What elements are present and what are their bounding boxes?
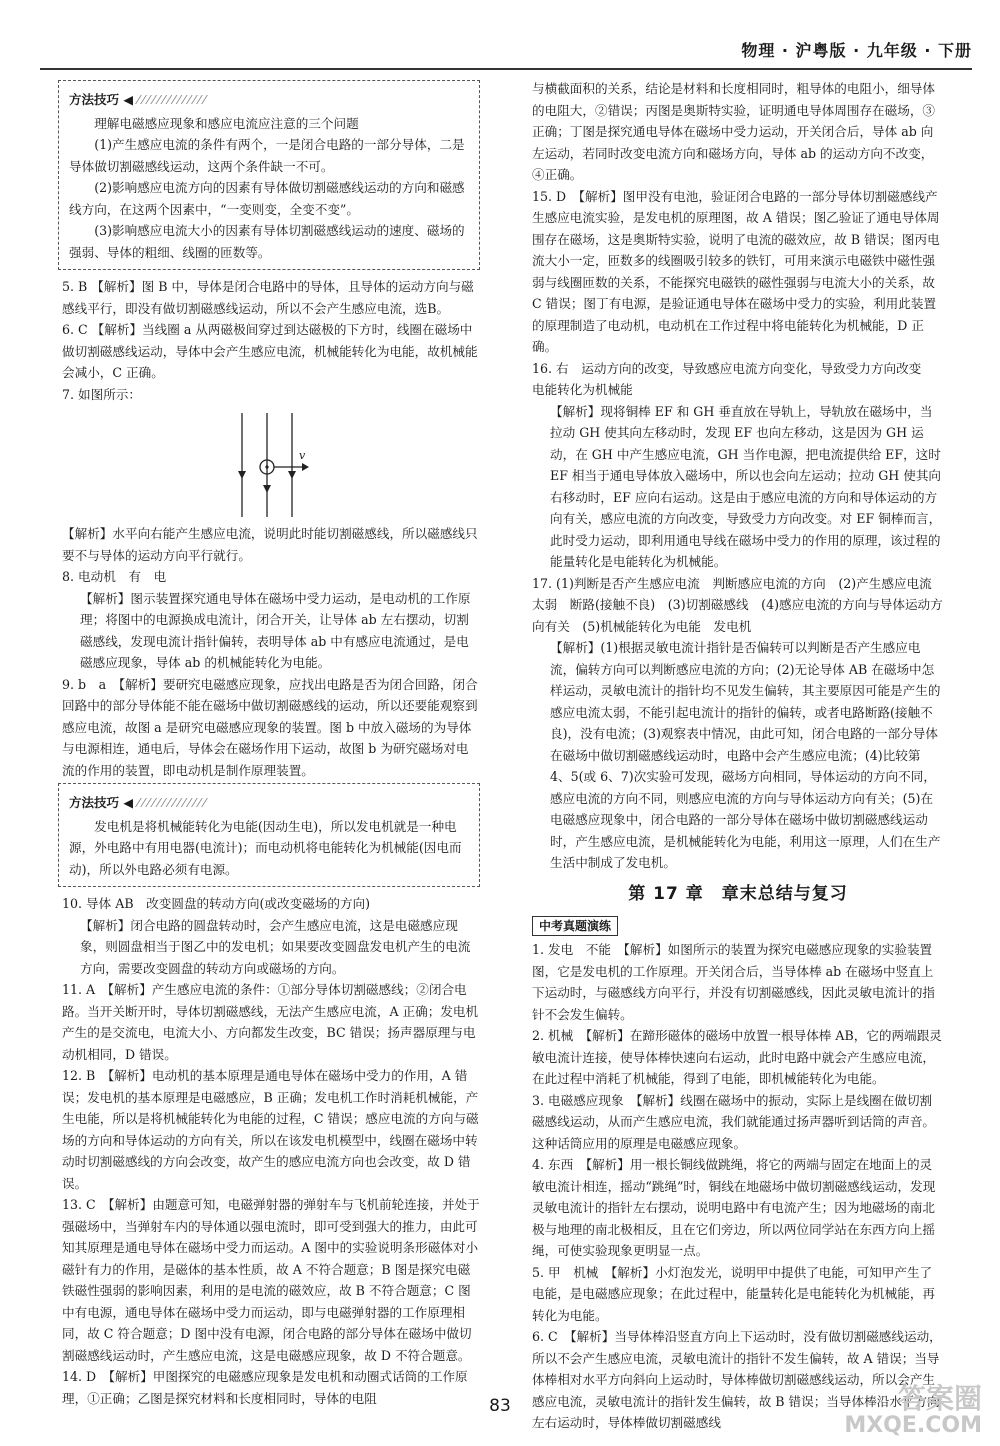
answer-item: 16. 右 运动方向的改变，导致感应电流方向变化，导致受力方向改变 电能转化为机械能: [532, 360, 934, 397]
answer-item: 1. 发电 不能 【解析】如图所示的装置为探究电磁感应现象的实验装置图，它是发电机的工作原理。开关闭合后，当导体棒 ab 在磁场中竖直上下运动时，与磁感线方向平行，并没有切割磁感线，因此灵敏电流计的指针不会发生偏转。: [532, 942, 935, 1022]
right-column: [532, 78, 944, 1434]
page-number: 83: [489, 1396, 511, 1416]
left-column: [62, 78, 480, 1409]
answer-item: 9. b a 【解析】要研究电磁感应现象，应找出电路是否为闭合回路，闭合回路中的部分导体能不能在磁场中做切割磁感线的运动，所以还要能观察到感应电流，故图 a 是研究电磁感应现象的装置。图 b 中放入磁场的为导体与电源相连，通电后，导体会在磁场作用下运动，故图 b 为研究磁场对电流的作用的装置，即电动机是制作原理装置。: [62, 676, 478, 778]
answer-item: 6. C 【解析】当导体棒沿竖直方向上下运动时，没有做切割磁感线运动，所以不会产生感应电流，灵敏电流计的指针不发生偏转，故 A 错误；当导体棒相对水平方向斜向上运动时，导体棒做切割磁感线运动，所以会产生感应电流，灵敏电流计的指针发生偏转，故 B 错误；当导体棒沿水平方向左右运动时，导体棒做切割磁感线: [532, 1329, 942, 1430]
tip-decoration: ⁄⁄⁄⁄⁄⁄⁄⁄⁄⁄⁄⁄⁄⁄: [137, 92, 209, 107]
answer-item: 4. 东西 【解析】用一根长铜线做跳绳，将它的两端与固定在地面上的灵敏电流计相连，摇动“跳绳”时，铜线在地磁场中做切割磁感线运动，发现灵敏电流计的指针左右摆动，说明电路中有电流产生；因为地磁场的南北极与地理的南北极相反，且在它们旁边，所以两位同学站在东西方向上摇绳，可使实验现象更明显一点。: [532, 1157, 936, 1258]
answer-item: 13. C 【解析】由题意可知，电磁弹射器的弹射车与飞机前轮连接，并处于强磁场中，当弹射车内的导体通以强电流时，即可受到强大的推力，由此可知其原理是通电导体在磁场中受力而运动。A 图中的实验说明条形磁体对小磁针有力的作用，是磁体的基本性质，故 A 不符合题意；B 图是探究电磁铁磁性强弱的影响因素，利用的是电流的磁效应，故 B 不符合题意；C 图中有电源，通电导体在磁场中受力而运动，即与电磁弹射器的工作原理相同，故 C 符合题意；D 图中没有电源，闭合电路的部分导体在磁场中做切割磁感线运动时，产生感应电流，这是电磁感应现象，故 D 不符合题意。: [62, 1197, 480, 1363]
speaker-icon: ◀: [123, 92, 133, 107]
answer-item: 【解析】现将铜棒 EF 和 GH 垂直放在导轨上，导轨放在磁场中，当拉动 GH 使其向左移动时，发现 EF 也向左移动，这是因为 GH 运动，在 GH 中产生感应电流，GH 当作电源，把电流提供给 EF，这时 EF 相当于通电导体放入磁场中，所以也会向左运动；拉动 GH 使其向右移动时，EF 应向右运动。这是由于感应电流的方向和导体运动的方向有关，感应电流的方向改变，导致受力方向改变。对 EF 铜棒而言，此时受力运动，即利用通电导线在磁场中受力的作用的原理，该过程的能量转化是电能转化为机械能。: [550, 403, 942, 569]
magnetic-field-diagram: [62, 405, 480, 523]
answer-item: 【解析】图示装置探究通电导体在磁场中受力运动，是电动机的工作原理；将图中的电源换成电流计，闭合开关，让导体 ab 左右摆动，切割磁感线，发现电流计指针偏转，表明导体 ab 中有感应电流通过，是电磁感应现象，导体 ab 的机械能转化为电能。: [80, 590, 471, 670]
answer-item: 11. A 【解析】产生感应电流的条件：①部分导体切割磁感线；②闭合电路。当开关断开时，导体切割磁感线，无法产生感应电流，A 正确；发电机产生的是交流电，电流大小、方向都发生改变，BC 错误；扬声器原理与电动机相同，D 错误。: [62, 982, 479, 1062]
answer-item: 6. C 【解析】当线圈 a 从两磁极间穿过到达磁极的下方时，线圈在磁场中做切割磁感线运动，导体中会产生感应电流，机械能转化为电能，故机械能会减小，C 正确。: [62, 322, 478, 380]
answer-item: 3. 电磁感应现象 【解析】线圈在磁场中的振动，实际上是线圈在做切割磁感线运动，从而产生感应电流，我们就能通过扬声器听到话筒的声音。这种话筒应用的原理是电磁感应现象。: [532, 1092, 935, 1151]
tip-title: 方法技巧: [69, 795, 120, 810]
conductor-figure: [62, 405, 480, 523]
tip-line: (2)影响感应电流方向的因素有导体做切割磁感线运动的方向和磁感线方向，在这两个因素中，“一变则变，全变不变”。: [69, 180, 465, 217]
tip-line: (1)产生感应电流的条件有两个，一是闭合电路的一部分导体，二是导体做切割磁感线运动，这两个条件缺一不可。: [69, 137, 465, 174]
answer-item: 5. 甲 机械 【解析】小灯泡发光，说明甲中提供了电能，可知甲产生了电能，是电磁感应现象；在此过程中，能量转化是电能转化为机械能，再转化为电能。: [532, 1264, 935, 1323]
method-tip-box: [58, 783, 480, 887]
watermark-logo: [844, 1384, 982, 1438]
velocity-label: v: [299, 449, 306, 462]
speaker-icon: ◀: [123, 795, 133, 810]
answer-item: 17. (1)判断是否产生感应电流 判断感应电流的方向 (2)产生感应电流太弱 断路(接触不良) (3)切割磁感线 (4)感应电流的方向与导体运动方向有关 (5)机械能转化为电能 发电机: [532, 575, 943, 634]
watermark-url: MXQE.COM: [844, 1413, 982, 1438]
chapter-title: 第 17 章 章末总结与复习: [628, 883, 848, 904]
tip-line: 理解电磁感应现象和感应电流应注意的三个问题: [94, 115, 359, 131]
answer-item: 【解析】(1)根据灵敏电流计指针是否偏转可以判断是否产生感应电流，偏转方向可以判断感应电流的方向；(2)无论导体 AB 在磁场中怎样运动，灵敏电流计的指针均不见发生偏转，其主要原因可能是产生的感应电流太弱，不能引起电流计的指针的偏转，或者电路断路(接触不良)，没有电流；(3)观察表中情况，由此可知，闭合电路的一部分导体在磁场中做切割磁感线运动时，电路中会产生感应电流；(4)比较第 4、5(或 6、7)次实验可发现，磁场方向相同，导体运动的方向不同，感应电流的方向不同，则感应电流的方向与导体运动方向有关；(5)在电磁感应现象中，闭合电路的一部分导体在磁场中做切割磁感线运动时，产生感应电流，是机械能转化为电能，利用这一原理，人们在生产生活中制成了发电机。: [550, 640, 941, 870]
answer-item: 5. B 【解析】图 B 中，导体是闭合电路中的导体，且导体的运动方向与磁感线平行，即没有做切割磁感线运动，所以不会产生感应电流，选B。: [62, 279, 474, 316]
answer-item: 14. D 【解析】甲图探究的电磁感应现象是发电机和动圈式话筒的工作原理，①正确；乙图是探究材料和长度相同时，导体的电阻: [62, 1369, 468, 1406]
tip-line: (3)影响感应电流大小的因素有导体切割磁感线运动的速度、磁场的强弱、导体的粗细、线圈的匝数等。: [69, 223, 465, 260]
tip-decoration: ⁄⁄⁄⁄⁄⁄⁄⁄⁄⁄⁄⁄⁄⁄: [137, 795, 209, 810]
answer-item: 【解析】闭合电路的圆盘转动时，会产生感应电流，这是电磁感应现象，则圆盘相当于图乙中的发电机；如果要改变圆盘发电机产生的电流方向，需要改变圆盘的转动方向或磁场的方向。: [80, 917, 471, 976]
answer-item: 7. 如图所示：: [62, 386, 141, 402]
header-rule: [40, 68, 972, 70]
watermark-text: 答案圈: [897, 1382, 982, 1415]
running-header: 物理 · 沪粤版 · 九年级 · 下册: [741, 41, 972, 60]
tip-title: 方法技巧: [69, 92, 120, 107]
answer-item: 12. B 【解析】电动机的基本原理是通电导体在磁场中受力的作用，A 错误；发电机的基本原理是电磁感应，B 正确；发电机工作时消耗机械能，产生电能，所以是将机械能转化为电能的过程，C 错误；感应电流的方向与磁场的方向和导体运动的方向有关，所以在该发电机模型中，线圈在磁场中转动时切割磁感线的方向会改变，故产生的感应电流方向也会改变，故 D 错误。: [62, 1068, 479, 1191]
tip-line: 发电机是将机械能转化为电能(因动生电)，所以发电机就是一种电源，外电路中有用电器(电流计)；而电动机将电能转化为机械能(因电而动)，所以外电路必须有电源。: [69, 818, 462, 877]
answer-item: 10. 导体 AB 改变圆盘的转动方向(或改变磁场的方向): [62, 896, 371, 911]
answer-item: 8. 电动机 有 电: [62, 569, 167, 584]
answer-item: 【解析】水平向右能产生感应电流，说明此时能切割磁感线，所以磁感线只要不与导体的运动方向平行就行。: [62, 526, 478, 563]
answer-item: 15. D 【解析】图甲没有电池，验证闭合电路的一部分导体切割磁感线产生感应电流实验，是发电机的原理图，故 A 错误；图乙验证了通电导体周围存在磁场，这是奥斯特实验，说明了电流的磁效应，故 B 错误；图丙电流大小一定，匝数多的线圈吸引较多的铁钉，可用来演示电磁铁中磁性强弱与线圈匝数的关系，不能探究电磁铁的磁性强弱与电流大小的关系，故 C 错误；图丁有电源，是验证通电导体在磁场中受力的实验，利用此装置的原理制造了电动机，电动机在工作过程中将电能转化为机械能，D 正确。: [532, 188, 940, 354]
answer-item: 2. 机械 【解析】在蹄形磁体的磁场中放置一根导体棒 AB，它的两端跟灵敏电流计连接，使导体棒快速向右运动，此时电路中就会产生感应电流，在此过程中消耗了机械能，得到了电能，即机械能转化为电能。: [532, 1028, 942, 1086]
answer-item: 与横截面积的关系，结论是材料和长度相同时，粗导体的电阻小，细导体的电阻大，②错误；丙图是奥斯特实验，证明通电导体周围存在磁场，③正确；丁图是探究通电导体在磁场中受力运动，开关闭合后，导体 ab 向左运动，若同时改变电流方向和磁场方向，导体 ab 的运动方向不改变，④正确。: [532, 81, 935, 182]
method-tip-box: [58, 80, 480, 270]
section-label: 中考真题演练: [532, 916, 618, 936]
